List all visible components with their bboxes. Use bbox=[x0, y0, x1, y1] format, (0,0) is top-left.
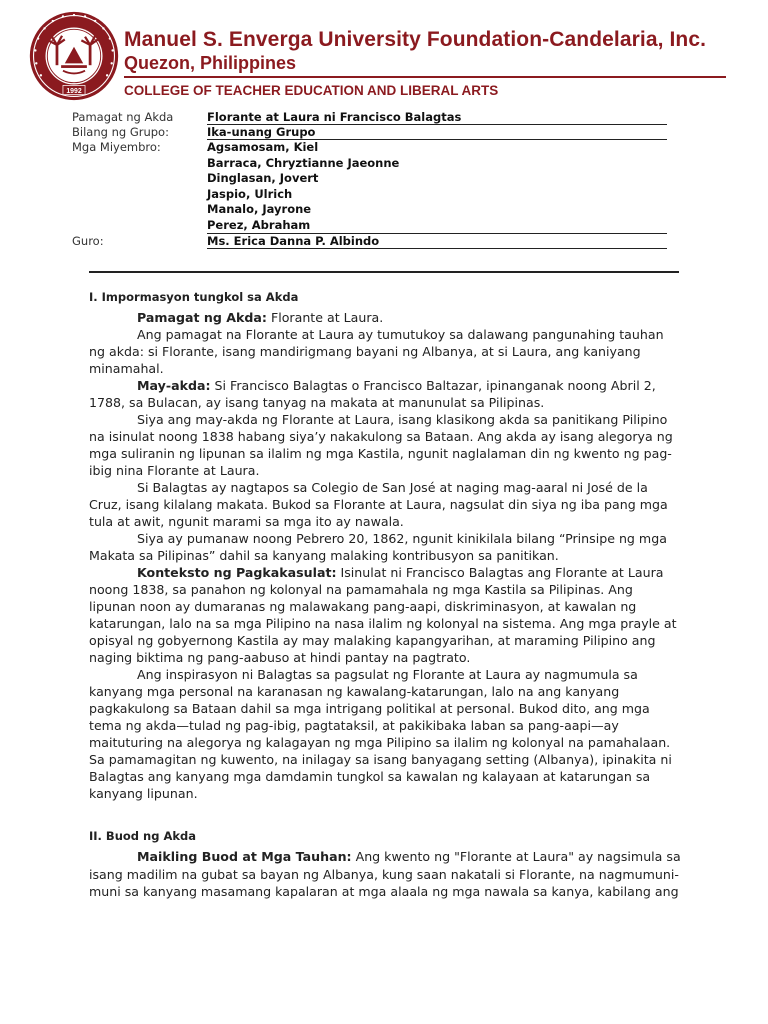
title-label: Pamagat ng Akda bbox=[72, 110, 174, 124]
teacher-label: Guro: bbox=[72, 234, 104, 248]
paragraph: Ang pamagat na Florante at Laura ay tumutukoy sa dalawang pangunahing tauhan ng akda: si Florante, isang mandirigmang bayani ng Albanya, at si Laura, ang kaniyang minamahal. bbox=[89, 327, 664, 376]
paragraph-label: May-akda: bbox=[137, 378, 211, 393]
paragraph-text: Florante at Laura. bbox=[266, 310, 384, 325]
paragraph: Si Balagtas ay nagtapos sa Colegio de San José at naging mag-aaral ni José de la Cruz, isang kilalang makata. Bukod sa Florante at Laura, nagsulat din siya ng iba pang mga tula at awit, ngunit marami sa mga ito ay nawala. bbox=[89, 480, 668, 529]
group-label: Bilang ng Grupo: bbox=[72, 125, 169, 139]
title-value: Florante at Laura ni Francisco Balagtas bbox=[207, 110, 667, 125]
paragraph-text: Isinulat ni Francisco Balagtas ang Florante at Laura noong 1838, sa panahon ng kolonyal na pamamahala ng mga Kastila sa Pilipinas. Ang lipunan noon ay dumaranas ng malawakang pang-aapi, diskriminasyon, at kawalan ng katarungan, lalo na sa mga Pilipino na nasa ilalim ng kolonyal na sistema. Ang mga prayle at opisyal ng gobyernong Kastila ay may malaking kapangyarihan, at maraming Pilipino ang naging biktima ng pang-aabuso at hindi pantay na pagtrato. bbox=[89, 565, 677, 665]
paragraph-label: Pamagat ng Akda: bbox=[137, 310, 267, 325]
info-row-title bbox=[72, 110, 667, 125]
paragraph: Ang inspirasyon ni Balagtas sa pagsulat ng Florante at Laura ay nagmumula sa kanyang mga personal na karanasan ng kawalang-katarungan, lalo na ang kanyang pagkakulong sa Bataan dahil sa mga intrigang politikal at personal. Bukod dito, ang mga tema ng akda—tulad ng pag-ibig, pagtataksil, at pakikibaka laban sa pang-aapi—ay maituturing na alegorya ng kalagayan ng mga Pilipino sa ilalim ng kolonyal na pamahalaan. Sa pamamagitan ng kuwento, na inilagay sa isang banyagang setting (Albanya), ipinakita ni Balagtas ang kanyang mga damdamin tungkol sa kawalan ng kalayaan at katarungan sa kanyang lipunan. bbox=[89, 667, 672, 801]
university-seal-icon bbox=[28, 10, 120, 102]
document-info-table bbox=[72, 110, 667, 249]
member-name: Dinglasan, Jovert bbox=[207, 171, 319, 185]
section-spacer bbox=[89, 802, 681, 828]
paragraph-author bbox=[89, 377, 681, 411]
paragraph: Siya ang may-akda ng Florante at Laura, isang klasikong akda sa panitikang Pilipino na isinulat noong 1838 habang siya’y nakakulong sa Bataan. Ang akda ay isang alegorya ng mga suliranin ng lipunan sa ilalim ng mga Kastila, ngunit naglalaman din ng kwento ng pag-ibig nina Florante at Laura. bbox=[89, 412, 673, 478]
paragraph-summary bbox=[89, 848, 681, 901]
info-row-teacher bbox=[72, 234, 667, 249]
info-row-members bbox=[72, 140, 667, 234]
university-location: Quezon, Philippines bbox=[124, 53, 297, 73]
member-name: Jaspio, Ulrich bbox=[207, 186, 293, 201]
group-value: Ika-unang Grupo bbox=[207, 125, 667, 140]
paragraph-text: Si Francisco Balagtas o Francisco Baltazar, ipinanganak noong Abril 2, 1788, sa Bulacan, ay isang tanyag na makata at manunulat sa Pilipinas. bbox=[89, 378, 656, 410]
paragraph-context bbox=[89, 564, 681, 666]
document-body bbox=[89, 289, 681, 901]
paragraph-label: Maikling Buod at Mga Tauhan: bbox=[137, 849, 352, 864]
section-1-title: I. Impormasyon tungkol sa Akda bbox=[89, 290, 299, 304]
member-name: Perez, Abraham bbox=[207, 217, 311, 232]
header-divider bbox=[124, 76, 726, 78]
paragraph-text: Ang kwento ng "Florante at Laura" ay nagsimula sa isang madilim na gubat sa bayan ng Albanya, kung saan nakatali si Florante, na nagmumuni-muni sa kanyang masamang kapalaran at mga alaala ng mga nawala sa kanya, kabilang ang bbox=[89, 849, 681, 899]
member-name: Barraca, Chryztianne Jaeonne bbox=[207, 155, 400, 170]
seal-year: 1992 bbox=[66, 87, 82, 95]
member-name: Agsamosam, Kiel bbox=[207, 140, 319, 154]
members-list bbox=[207, 140, 667, 234]
paragraph-label: Konteksto ng Pagkakasulat: bbox=[137, 565, 337, 580]
paragraph: Siya ay pumanaw noong Pebrero 20, 1862, ngunit kinikilala bilang “Prinsipe ng mga Makata sa Pilipinas” dahil sa kanyang malaking kontribusyon sa panitikan. bbox=[89, 531, 667, 563]
college-name: COLLEGE OF TEACHER EDUCATION AND LIBERAL ARTS bbox=[124, 83, 499, 98]
member-name: Manalo, Jayrone bbox=[207, 202, 312, 216]
info-row-group bbox=[72, 125, 667, 140]
teacher-value: Ms. Erica Danna P. Albindo bbox=[207, 234, 667, 249]
content-divider bbox=[89, 271, 679, 273]
members-label: Mga Miyembro: bbox=[72, 140, 161, 154]
document-header bbox=[0, 0, 768, 110]
university-name: Manuel S. Enverga University Foundation-Candelaria, Inc. bbox=[124, 28, 707, 51]
section-2-title: II. Buod ng Akda bbox=[89, 829, 196, 843]
paragraph-title bbox=[89, 309, 681, 326]
